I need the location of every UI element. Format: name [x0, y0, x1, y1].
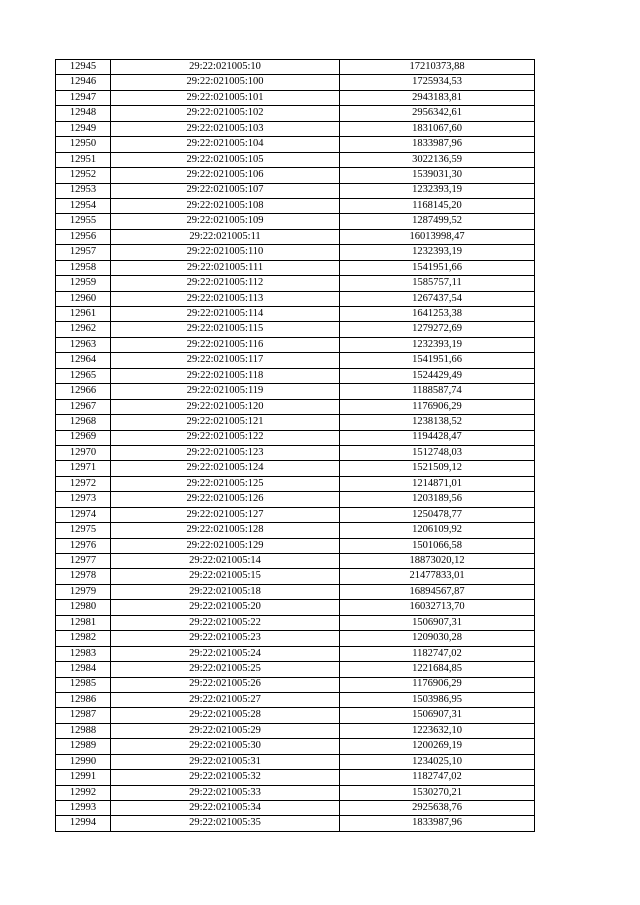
cadastral-number-cell: 29:22:021005:119 [111, 384, 340, 399]
table-row [56, 692, 535, 707]
cadastral-value-cell: 1234025,10 [340, 754, 535, 769]
table-row [56, 785, 535, 800]
cadastral-value-cell: 1182747,02 [340, 770, 535, 785]
row-number-cell: 12957 [56, 245, 111, 260]
table-row [56, 708, 535, 723]
cadastral-value-cell: 1539031,30 [340, 168, 535, 183]
cadastral-number-cell: 29:22:021005:124 [111, 461, 340, 476]
row-number-cell: 12987 [56, 708, 111, 723]
cadastral-value-cell: 1176906,29 [340, 677, 535, 692]
cadastral-value-cell: 1238138,52 [340, 415, 535, 430]
table-body [56, 60, 535, 832]
cadastral-number-cell: 29:22:021005:115 [111, 322, 340, 337]
cadastral-value-cell: 16013998,47 [340, 229, 535, 244]
table-row [56, 90, 535, 105]
cadastral-value-cell: 1521509,12 [340, 461, 535, 476]
row-number-cell: 12947 [56, 90, 111, 105]
cadastral-number-cell: 29:22:021005:108 [111, 198, 340, 213]
cadastral-number-cell: 29:22:021005:30 [111, 739, 340, 754]
row-number-cell: 12954 [56, 198, 111, 213]
row-number-cell: 12948 [56, 106, 111, 121]
cadastral-number-cell: 29:22:021005:27 [111, 692, 340, 707]
row-number-cell: 12975 [56, 523, 111, 538]
cadastral-value-cell: 1503986,95 [340, 692, 535, 707]
table-row [56, 445, 535, 460]
row-number-cell: 12983 [56, 646, 111, 661]
table-row [56, 615, 535, 630]
row-number-cell: 12951 [56, 152, 111, 167]
table-row [56, 260, 535, 275]
cadastral-value-cell: 1232393,19 [340, 337, 535, 352]
cadastral-number-cell: 29:22:021005:114 [111, 307, 340, 322]
cadastral-value-cell: 1203189,56 [340, 492, 535, 507]
cadastral-value-cell: 2956342,61 [340, 106, 535, 121]
cadastral-number-cell: 29:22:021005:26 [111, 677, 340, 692]
cadastral-number-cell: 29:22:021005:25 [111, 662, 340, 677]
cadastral-number-cell: 29:22:021005:110 [111, 245, 340, 260]
cadastral-value-cell: 1512748,03 [340, 445, 535, 460]
row-number-cell: 12963 [56, 337, 111, 352]
cadastral-value-cell: 16894567,87 [340, 584, 535, 599]
row-number-cell: 12972 [56, 476, 111, 491]
row-number-cell: 12977 [56, 554, 111, 569]
cadastral-value-cell: 1214871,01 [340, 476, 535, 491]
cadastral-value-cell: 1833987,96 [340, 137, 535, 152]
table-row [56, 631, 535, 646]
cadastral-value-cell: 1182747,02 [340, 646, 535, 661]
table-row [56, 554, 535, 569]
row-number-cell: 12969 [56, 430, 111, 445]
cadastral-number-cell: 29:22:021005:101 [111, 90, 340, 105]
row-number-cell: 12985 [56, 677, 111, 692]
row-number-cell: 12993 [56, 801, 111, 816]
row-number-cell: 12952 [56, 168, 111, 183]
table-row [56, 770, 535, 785]
row-number-cell: 12984 [56, 662, 111, 677]
row-number-cell: 12968 [56, 415, 111, 430]
table-row [56, 801, 535, 816]
table-row [56, 121, 535, 136]
row-number-cell: 12989 [56, 739, 111, 754]
cadastral-number-cell: 29:22:021005:33 [111, 785, 340, 800]
cadastral-number-cell: 29:22:021005:32 [111, 770, 340, 785]
row-number-cell: 12970 [56, 445, 111, 460]
table-row [56, 523, 535, 538]
row-number-cell: 12961 [56, 307, 111, 322]
row-number-cell: 12946 [56, 75, 111, 90]
cadastral-value-cell: 1725934,53 [340, 75, 535, 90]
row-number-cell: 12994 [56, 816, 111, 831]
row-number-cell: 12958 [56, 260, 111, 275]
row-number-cell: 12955 [56, 214, 111, 229]
table-row [56, 276, 535, 291]
cadastral-number-cell: 29:22:021005:125 [111, 476, 340, 491]
table-row [56, 600, 535, 615]
cadastral-number-cell: 29:22:021005:106 [111, 168, 340, 183]
cadastral-number-cell: 29:22:021005:102 [111, 106, 340, 121]
table-row [56, 415, 535, 430]
table-row [56, 723, 535, 738]
row-number-cell: 12945 [56, 60, 111, 75]
table-row [56, 492, 535, 507]
cadastral-number-cell: 29:22:021005:15 [111, 569, 340, 584]
cadastral-number-cell: 29:22:021005:127 [111, 507, 340, 522]
cadastral-number-cell: 29:22:021005:10 [111, 60, 340, 75]
table-row [56, 816, 535, 831]
cadastral-value-cell: 1200269,19 [340, 739, 535, 754]
table-row [56, 152, 535, 167]
cadastral-number-cell: 29:22:021005:117 [111, 353, 340, 368]
row-number-cell: 12956 [56, 229, 111, 244]
row-number-cell: 12973 [56, 492, 111, 507]
table-row [56, 322, 535, 337]
cadastral-value-cell: 2925638,76 [340, 801, 535, 816]
table-row [56, 368, 535, 383]
cadastral-value-cell: 1188587,74 [340, 384, 535, 399]
cadastral-number-cell: 29:22:021005:22 [111, 615, 340, 630]
row-number-cell: 12979 [56, 584, 111, 599]
table-row [56, 183, 535, 198]
row-number-cell: 12978 [56, 569, 111, 584]
row-number-cell: 12966 [56, 384, 111, 399]
cadastral-value-cell: 1221684,85 [340, 662, 535, 677]
table-row [56, 677, 535, 692]
cadastral-number-cell: 29:22:021005:109 [111, 214, 340, 229]
row-number-cell: 12976 [56, 538, 111, 553]
table-row [56, 106, 535, 121]
table-row [56, 662, 535, 677]
table-row [56, 507, 535, 522]
cadastral-value-cell: 1206109,92 [340, 523, 535, 538]
cadastral-value-cell: 1287499,52 [340, 214, 535, 229]
cadastral-value-cell: 16032713,70 [340, 600, 535, 615]
cadastral-number-cell: 29:22:021005:107 [111, 183, 340, 198]
table-row [56, 584, 535, 599]
row-number-cell: 12988 [56, 723, 111, 738]
row-number-cell: 12967 [56, 399, 111, 414]
table-row [56, 229, 535, 244]
cadastral-number-cell: 29:22:021005:116 [111, 337, 340, 352]
cadastral-number-cell: 29:22:021005:14 [111, 554, 340, 569]
table-row [56, 168, 535, 183]
cadastral-value-cell: 1501066,58 [340, 538, 535, 553]
row-number-cell: 12992 [56, 785, 111, 800]
cadastral-value-cell: 1168145,20 [340, 198, 535, 213]
table-row [56, 307, 535, 322]
cadastral-number-cell: 29:22:021005:113 [111, 291, 340, 306]
cadastral-value-cell: 1279272,69 [340, 322, 535, 337]
cadastral-number-cell: 29:22:021005:112 [111, 276, 340, 291]
cadastral-value-cell: 1641253,38 [340, 307, 535, 322]
table-row [56, 538, 535, 553]
row-number-cell: 12964 [56, 353, 111, 368]
cadastral-value-cell: 1541951,66 [340, 260, 535, 275]
table-row [56, 476, 535, 491]
table-row [56, 384, 535, 399]
row-number-cell: 12980 [56, 600, 111, 615]
cadastral-number-cell: 29:22:021005:123 [111, 445, 340, 460]
cadastral-value-cell: 17210373,88 [340, 60, 535, 75]
cadastral-value-cell: 1267437,54 [340, 291, 535, 306]
table-row [56, 569, 535, 584]
row-number-cell: 12959 [56, 276, 111, 291]
row-number-cell: 12990 [56, 754, 111, 769]
row-number-cell: 12960 [56, 291, 111, 306]
cadastral-number-cell: 29:22:021005:118 [111, 368, 340, 383]
cadastral-number-cell: 29:22:021005:24 [111, 646, 340, 661]
table-row [56, 461, 535, 476]
cadastral-number-cell: 29:22:021005:104 [111, 137, 340, 152]
row-number-cell: 12986 [56, 692, 111, 707]
table-row [56, 353, 535, 368]
cadastral-number-cell: 29:22:021005:111 [111, 260, 340, 275]
cadastral-value-cell: 1176906,29 [340, 399, 535, 414]
cadastral-number-cell: 29:22:021005:11 [111, 229, 340, 244]
cadastral-number-cell: 29:22:021005:23 [111, 631, 340, 646]
cadastral-value-cell: 1250478,77 [340, 507, 535, 522]
cadastral-value-cell: 1232393,19 [340, 183, 535, 198]
row-number-cell: 12949 [56, 121, 111, 136]
table-row [56, 214, 535, 229]
cadastral-value-cell: 1530270,21 [340, 785, 535, 800]
table-row [56, 646, 535, 661]
table-row [56, 75, 535, 90]
cadastral-value-cell: 1209030,28 [340, 631, 535, 646]
cadastral-value-cell: 3022136,59 [340, 152, 535, 167]
cadastral-value-cell: 1232393,19 [340, 245, 535, 260]
table-row [56, 137, 535, 152]
cadastral-value-cell: 1831067,60 [340, 121, 535, 136]
cadastral-number-cell: 29:22:021005:34 [111, 801, 340, 816]
cadastral-value-cell: 1541951,66 [340, 353, 535, 368]
cadastral-value-cell: 1524429,49 [340, 368, 535, 383]
cadastral-value-cell: 1585757,11 [340, 276, 535, 291]
cadastral-number-cell: 29:22:021005:35 [111, 816, 340, 831]
cadastral-number-cell: 29:22:021005:122 [111, 430, 340, 445]
cadastral-number-cell: 29:22:021005:128 [111, 523, 340, 538]
cadastral-number-cell: 29:22:021005:129 [111, 538, 340, 553]
cadastral-number-cell: 29:22:021005:100 [111, 75, 340, 90]
table-row [56, 198, 535, 213]
row-number-cell: 12982 [56, 631, 111, 646]
cadastral-value-cell: 21477833,01 [340, 569, 535, 584]
table-row [56, 430, 535, 445]
row-number-cell: 12953 [56, 183, 111, 198]
cadastral-value-cell: 1223632,10 [340, 723, 535, 738]
table-row [56, 245, 535, 260]
cadastral-number-cell: 29:22:021005:103 [111, 121, 340, 136]
cadastral-number-cell: 29:22:021005:121 [111, 415, 340, 430]
cadastral-number-cell: 29:22:021005:31 [111, 754, 340, 769]
cadastral-value-cell: 1506907,31 [340, 615, 535, 630]
table-row [56, 399, 535, 414]
row-number-cell: 12971 [56, 461, 111, 476]
cadastral-value-cell: 2943183,81 [340, 90, 535, 105]
table-row [56, 337, 535, 352]
table-row [56, 739, 535, 754]
cadastral-number-cell: 29:22:021005:28 [111, 708, 340, 723]
table-row [56, 754, 535, 769]
cadastral-number-cell: 29:22:021005:126 [111, 492, 340, 507]
cadastral-number-cell: 29:22:021005:120 [111, 399, 340, 414]
row-number-cell: 12974 [56, 507, 111, 522]
cadastral-value-cell: 1506907,31 [340, 708, 535, 723]
cadastral-number-cell: 29:22:021005:20 [111, 600, 340, 615]
table-row [56, 60, 535, 75]
cadastral-value-cell: 18873020,12 [340, 554, 535, 569]
row-number-cell: 12991 [56, 770, 111, 785]
row-number-cell: 12950 [56, 137, 111, 152]
cadastral-number-cell: 29:22:021005:105 [111, 152, 340, 167]
row-number-cell: 12981 [56, 615, 111, 630]
table-row [56, 291, 535, 306]
cadastral-value-cell: 1194428,47 [340, 430, 535, 445]
cadastral-number-cell: 29:22:021005:29 [111, 723, 340, 738]
row-number-cell: 12965 [56, 368, 111, 383]
cadastral-value-cell: 1833987,96 [340, 816, 535, 831]
cadastral-number-cell: 29:22:021005:18 [111, 584, 340, 599]
row-number-cell: 12962 [56, 322, 111, 337]
cadastral-value-table [55, 59, 535, 832]
